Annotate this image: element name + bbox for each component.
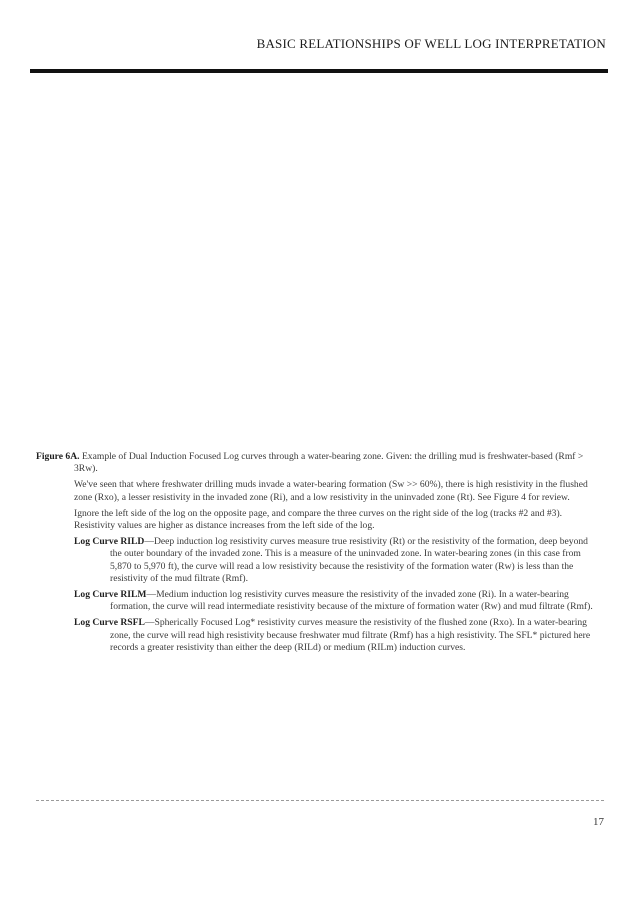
term-rilm: Log Curve RILM xyxy=(74,589,147,601)
figure-caption xyxy=(36,451,602,475)
definition-rilm: Log Curve RILM—Medium induction log resistivity curves measure the resistivity of the invaded zone (Ri). In a water-bearing formation, the curve will read intermediate resistivity because of the mixture of formation water (Rw) and mud filtrate (Rmf). xyxy=(74,589,593,613)
footer-rule xyxy=(36,800,604,801)
definition-rsfl: Log Curve RSFL—Spherically Focused Log* resistivity curves measure the resistivity of the flushed zone (Rxo). In a water-bearing zone, the curve will read high resistivity because freshwater mud filtrate (Rmf) has a high resistivity. The SFL* pictured here records a greater resistivity than either the deep (RILd) or medium (RILm) induction curves. xyxy=(74,617,591,653)
paragraph-flushed-zone: We've seen that where freshwater drilling muds invade a water-bearing formation (Sw >> 60%), there is high resistivity in the flushed zone (Rxo), a lesser resistivity in the invaded zone (Ri), and a low resistivity in the uninvaded zone (Rt). See Figure 4 for review. xyxy=(74,479,588,503)
page-number: 17 xyxy=(593,816,604,828)
term-rsfl: Log Curve RSFL xyxy=(74,617,145,629)
running-head: BASIC RELATIONSHIPS OF WELL LOG INTERPRETATION xyxy=(256,36,606,51)
header-rule xyxy=(30,69,608,73)
definition-rilm-text: Medium induction log resistivity curves measure the resistivity of the invaded zone (Ri). In a water-bearing formation, the curve will read intermediate resistivity because of the mixture of formation water (Rw) and mud filtrate (Rmf). xyxy=(110,589,593,613)
definition-rild-text: Deep induction log resistivity curves measure true resistivity (Rt) or the resistivity of the formation, deep beyond the outer boundary of the invaded zone. This is a measure of the uninvaded zone. In water-bearing zones (in this case from 5,870 to 5,970 ft), the curve will read a low resistivity because the resistivity of the formation water (Rw) is less than the resistivity of the mud filtrate (Rmf). xyxy=(110,536,588,584)
definition-rild: Log Curve RILD—Deep induction log resistivity curves measure true resistivity (Rt) or the resistivity of the formation, deep beyond the outer boundary of the invaded zone. This is a measure of the uninvaded zone. In water-bearing zones (in this case from 5,870 to 5,970 ft), the curve will read a low resistivity because the resistivity of the formation water (Rw) is less than the resistivity of the mud filtrate (Rmf). xyxy=(74,536,588,584)
term-rild: Log Curve RILD xyxy=(74,536,145,548)
paragraph-log-tracks: Ignore the left side of the log on the opposite page, and compare the three curves on the right side of the log (tracks #2 and #3). Resistivity values are higher as distance increases from the left side of the log. xyxy=(74,507,563,532)
body-text xyxy=(36,451,602,658)
figure-label: Figure 6A. xyxy=(36,451,80,462)
definition-rsfl-text: Spherically Focused Log* resistivity curves measure the resistivity of the flushed zone (Rxo). In a water-bearing zone, the curve will read high resistivity because freshwater mud filtrate (Rmf) has a high resistivity. The SFL* pictured here records a greater resistivity than either the deep (RILd) or medium (RILm) induction curves. xyxy=(110,617,591,653)
caption-text: Example of Dual Induction Focused Log curves through a water-bearing zone. Given: the drilling mud is freshwater-based (Rmf > 3Rw). xyxy=(74,451,584,475)
